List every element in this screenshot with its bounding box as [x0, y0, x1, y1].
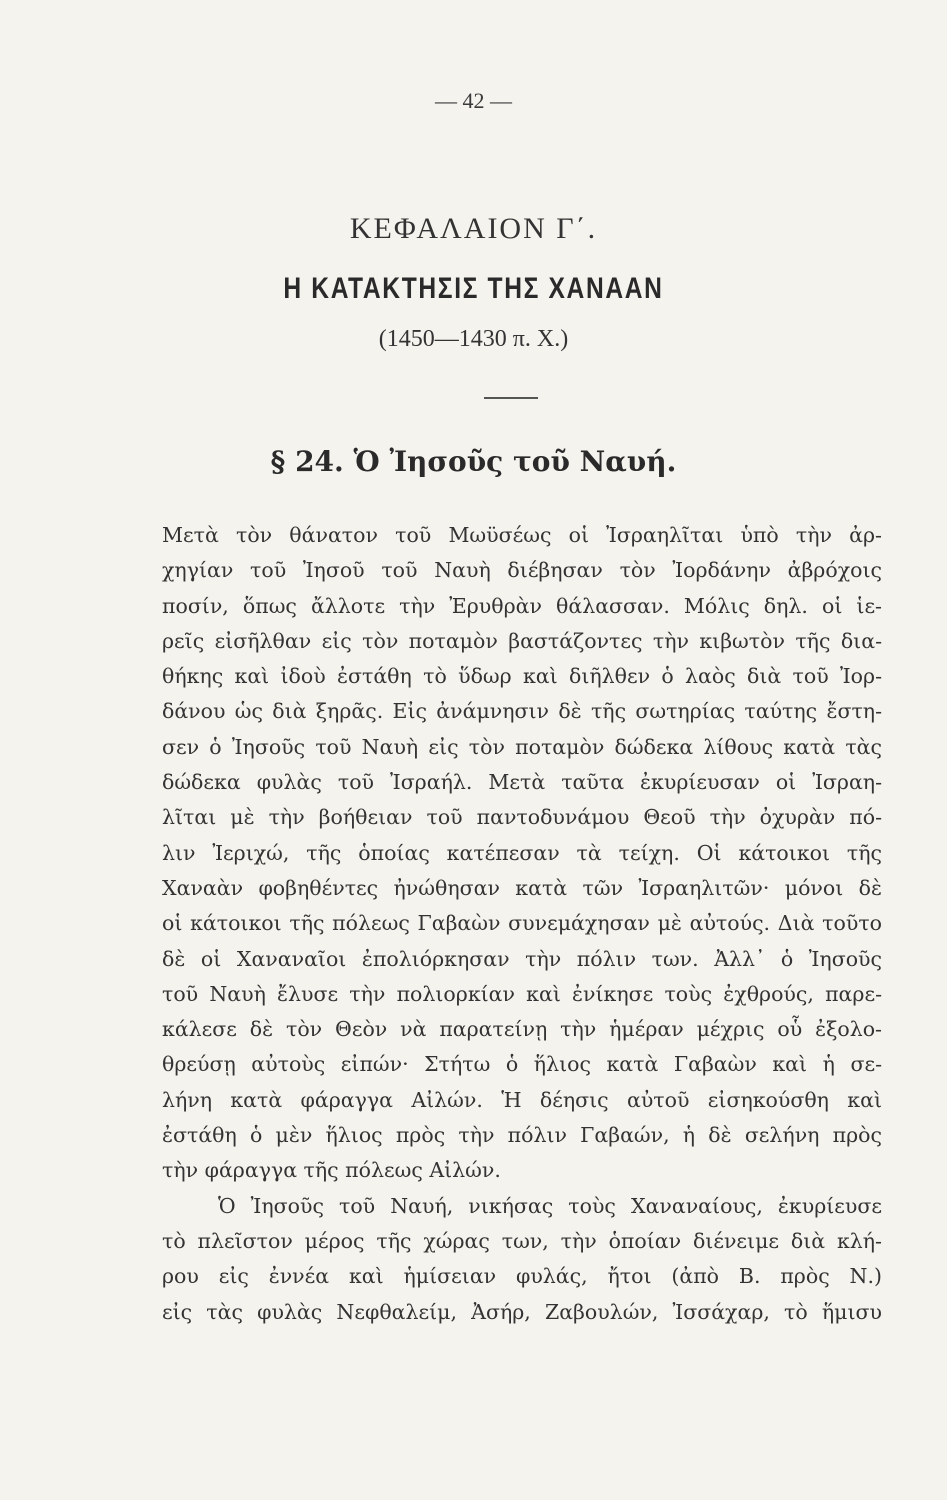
text-line: λιν Ἰεριχώ, τῆς ὁποίας κατέπεσαν τὰ τείχη. Οἱ κάτοικοι τῆς: [162, 840, 882, 865]
chapter-title: Η ΚΑΤΑΚΤΗΣΙΣ ΤΗΣ ΧΑΝΑΑΝ: [283, 272, 664, 305]
text-line: τὸ πλεῖστον μέρος τῆς χώρας των, τὴν ὁποίαν διένειμε διὰ κλή-: [162, 1228, 882, 1253]
divider-rule: [484, 397, 538, 399]
chapter-heading: ΚΕΦΑΛΑΙΟΝ Γ΄.: [349, 212, 598, 245]
text-line: θρεύσῃ αὐτοὺς εἰπών· Στήτω ὁ ἥλιος κατὰ Γαβαὼν καὶ ἡ σε-: [162, 1052, 882, 1077]
text-line: θήκης καὶ ἰδοὺ ἐστάθη τὸ ὕδωρ καὶ διῆλθεν ὁ λαὸς διὰ τοῦ Ἰορ-: [162, 664, 882, 689]
text-line: ποσίν, ὅπως ἄλλοτε τὴν Ἐρυθρὰν θάλασσαν. Μόλις δηλ. οἱ ἱε-: [162, 593, 882, 618]
chapter-dates: (1450—1430 π. Χ.): [378, 326, 569, 352]
text-line: Ὁ Ἰησοῦς τοῦ Ναυή, νικήσας τοὺς Χαναναίους, ἐκυρίευσε: [218, 1193, 882, 1218]
text-line: χηγίαν τοῦ Ἰησοῦ τοῦ Ναυὴ διέβησαν τὸν Ἰορδάνην ἀβρόχοις: [162, 558, 882, 583]
text-line: λήνη κατὰ φάραγγα Αἰλών. Ἡ δέησις αὐτοῦ εἰσηκούσθη καὶ: [162, 1087, 882, 1112]
text-line: δάνου ὡς διὰ ξηρᾶς. Εἰς ἀνάμνησιν δὲ τῆς σωτηρίας ταύτης ἔστη-: [162, 699, 882, 724]
text-line: σεν ὁ Ἰησοῦς τοῦ Ναυὴ εἰς τὸν ποταμὸν δώδεκα λίθους κατὰ τὰς: [162, 734, 882, 759]
text-line: οἱ κάτοικοι τῆς πόλεως Γαβαὼν συνεμάχησαν μὲ αὐτούς. Διὰ τοῦτο: [162, 911, 882, 936]
text-line: ρεῖς εἰσῆλθαν εἰς τὸν ποταμὸν βαστάζοντες τὴν κιβωτὸν τῆς δια-: [162, 628, 882, 653]
text-line: κάλεσε δὲ τὸν Θεὸν νὰ παρατείνῃ τὴν ἡμέραν μέχρις οὗ ἐξολο-: [162, 1017, 882, 1042]
text-line: Χαναὰν φοβηθέντες ἠνώθησαν κατὰ τῶν Ἰσραηλιτῶν· μόνοι δὲ: [162, 875, 882, 900]
text-line: ἐστάθη ὁ μὲν ἥλιος πρὸς τὴν πόλιν Γαβαών, ἡ δὲ σελήνη πρὸς: [162, 1123, 882, 1148]
text-line: εἰς τὰς φυλὰς Νεφθαλείμ, Ἀσήρ, Ζαβουλών, Ἰσσάχαρ, τὸ ἥμισυ: [162, 1299, 882, 1324]
text-line: λῖται μὲ τὴν βοήθειαν τοῦ παντοδυνάμου Θεοῦ τὴν ὀχυρὰν πό-: [162, 805, 882, 830]
text-line: δώδεκα φυλὰς τοῦ Ἰσραήλ. Μετὰ ταῦτα ἐκυρίευσαν οἱ Ἰσραη-: [162, 770, 882, 795]
text-line: ρου εἰς ἐννέα καὶ ἡμίσειαν φυλάς, ἤτοι (ἀπὸ Β. πρὸς Ν.): [162, 1264, 882, 1289]
text-line: τὴν φάραγγα τῆς πόλεως Αἰλών.: [162, 1158, 501, 1183]
text-line: δὲ οἱ Χαναναῖοι ἐπολιόρκησαν τὴν πόλιν των. Ἀλλ᾽ ὁ Ἰησοῦς: [162, 946, 882, 971]
page-number: — 42 —: [435, 88, 512, 113]
text-line: τοῦ Ναυὴ ἔλυσε τὴν πολιορκίαν καὶ ἐνίκησε τοὺς ἐχθρούς, παρε-: [162, 981, 882, 1006]
section-heading: § 24. Ὁ Ἰησοῦς τοῦ Ναυή.: [270, 445, 677, 478]
body-text: [162, 518, 882, 1330]
text-line: Μετὰ τὸν θάνατον τοῦ Μωϋσέως οἱ Ἰσραηλῖται ὑπὸ τὴν ἀρ-: [162, 523, 882, 547]
